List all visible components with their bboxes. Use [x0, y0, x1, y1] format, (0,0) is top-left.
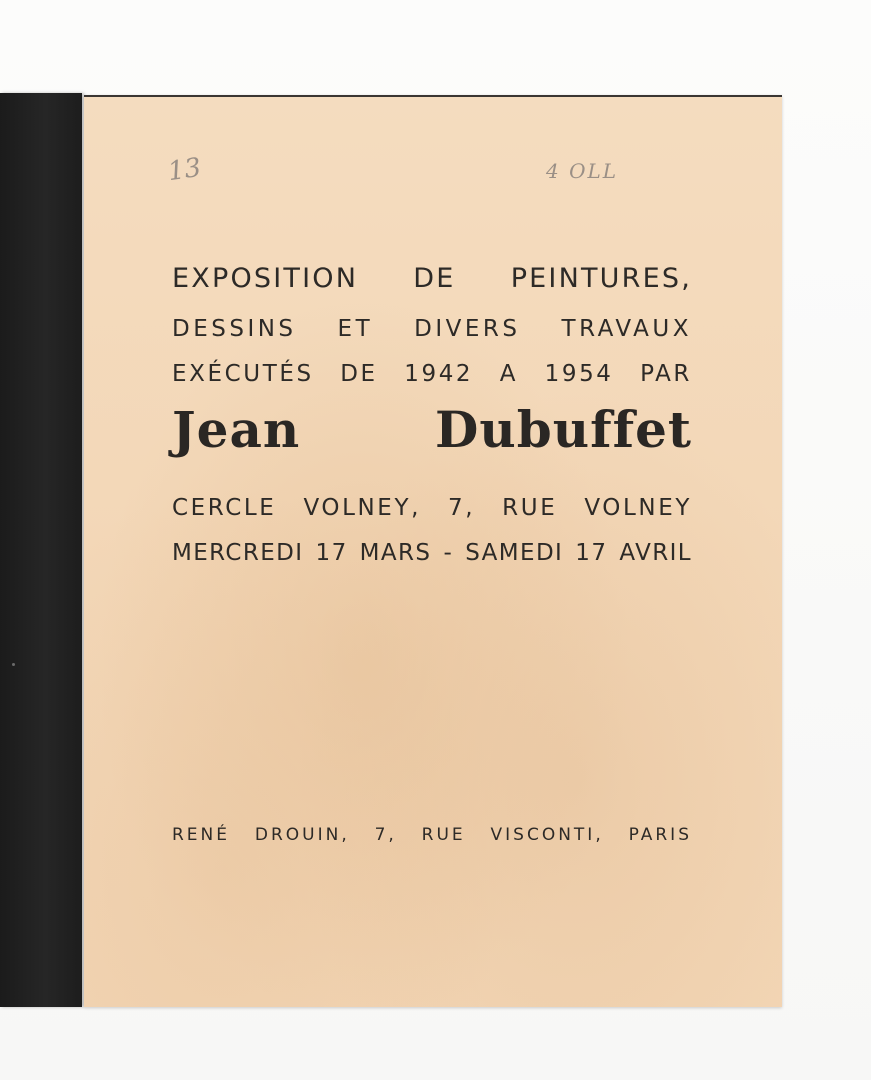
publisher-line: RENÉ DROUIN, 7, RUE VISCONTI, PARIS: [172, 825, 692, 845]
title-line-1: EXPOSITION DE PEINTURES,: [172, 263, 692, 294]
catalogue-cover: [84, 95, 782, 1007]
venue-line: CERCLE VOLNEY, 7, RUE VOLNEY: [172, 495, 692, 521]
spine-mark: [12, 663, 15, 666]
dates-line: MERCREDI 17 MARS - SAMEDI 17 AVRIL: [172, 540, 692, 566]
artist-name: Jean Dubuffet: [172, 400, 692, 459]
pencil-mark-left: 13: [166, 152, 204, 188]
title-line-3: EXÉCUTÉS DE 1942 A 1954 PAR: [172, 361, 692, 387]
pencil-mark-right: 4 OLL: [546, 159, 619, 183]
title-line-2: DESSINS ET DIVERS TRAVAUX: [172, 316, 692, 342]
cover-top-edge: [84, 95, 782, 97]
black-spine: [0, 93, 82, 1007]
